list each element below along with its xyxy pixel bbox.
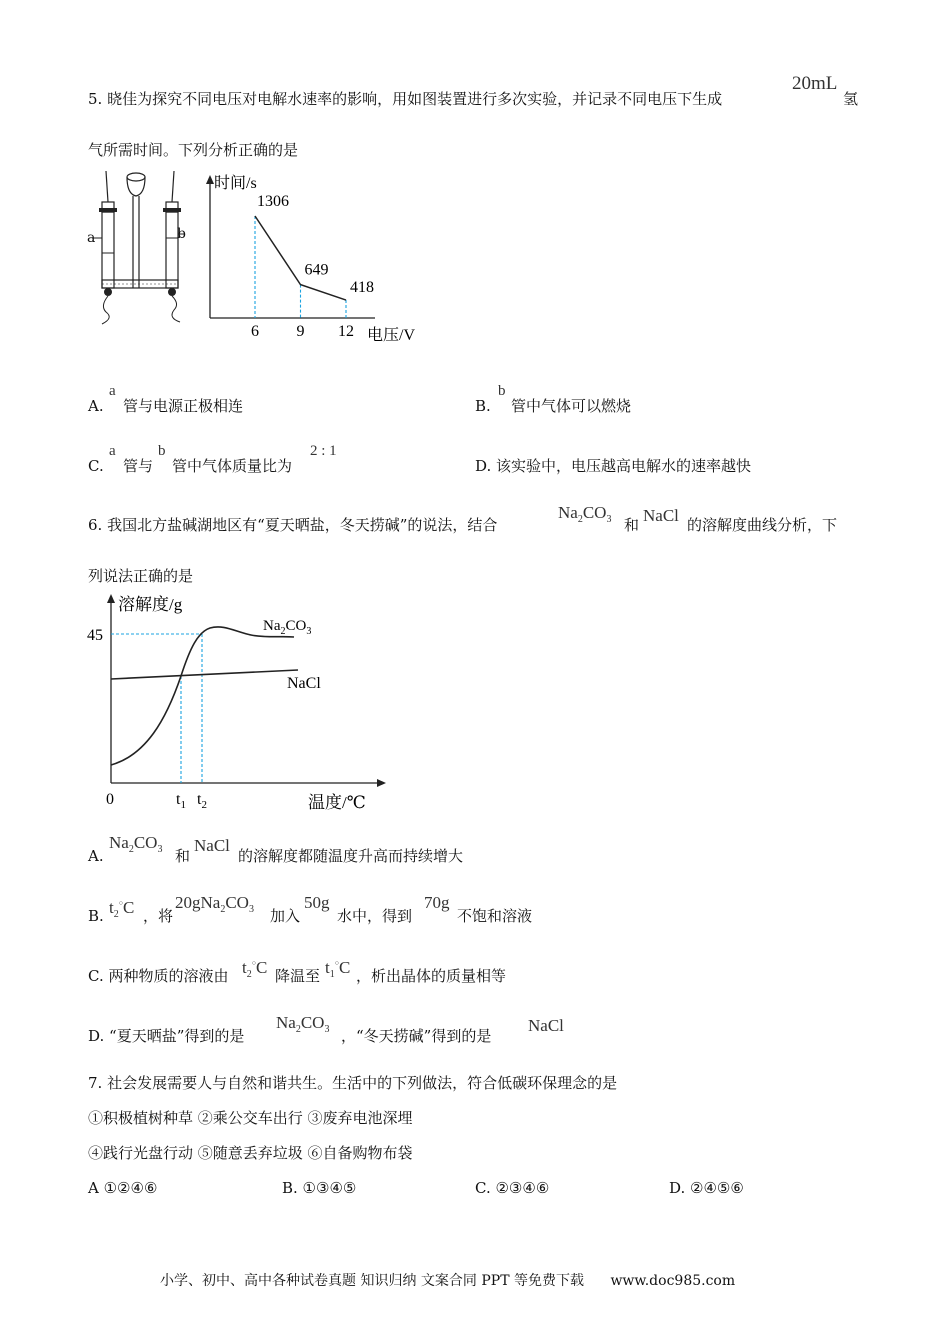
q5-option-a-label: A. xyxy=(88,397,104,415)
tick-label-t1: $t_1$ xyxy=(176,791,186,811)
q6-option-c-mid: 降温至 xyxy=(275,967,321,985)
q5-option-c-mid: 管与 xyxy=(123,457,154,475)
x-tick-label-9: 9 xyxy=(296,323,305,340)
q6-option-b-t4: 不饱和溶液 xyxy=(457,907,533,925)
q5-option-a-text: 管与电源正极相连 xyxy=(123,397,244,415)
chart-y-axis-label: 溶解度/g xyxy=(118,595,183,614)
footer xyxy=(160,1270,735,1290)
q5-option-a-var: a xyxy=(109,383,116,399)
q5-option-d[interactable]: D. 该实验中，电压越高电解水的速率越快 xyxy=(475,457,752,475)
q6-option-a-nacl: NaCl xyxy=(194,836,230,855)
q5-stem xyxy=(88,89,722,109)
q6-stem-post: 的溶解度曲线分析，下 xyxy=(687,516,838,534)
q6-option-c-pre[interactable]: C. 两种物质的溶液由 xyxy=(88,967,229,985)
data-label-12: 418 xyxy=(350,279,374,297)
q5-stem-post: 氢 xyxy=(843,90,859,108)
chart-x-axis-label: 电压/V xyxy=(367,327,416,344)
q6-option-b-t2: 加入 xyxy=(270,907,301,925)
q6-option-d-na2co3: $Na_2CO_3$ xyxy=(276,1013,330,1035)
q6-option-b-t1: ，将 xyxy=(143,907,174,925)
q5-stem-line2: 气所需时间。下列分析正确的是 xyxy=(88,141,299,159)
footer-text: 小学、初中、高中各种试卷真题 知识归纳 文案合同 PPT 等免费下载 xyxy=(160,1273,584,1289)
q6-option-b-t3: 水中，得到 xyxy=(337,907,413,925)
apparatus-label-a: a xyxy=(87,230,96,246)
nacl-curve xyxy=(111,670,298,679)
data-label-9: 649 xyxy=(304,261,329,279)
q7-stem: 7. 社会发展需要人与自然和谐共生。生活中的下列做法，符合低碳环保理念的是 xyxy=(88,1074,618,1092)
chart-axes xyxy=(107,594,386,787)
footer-url[interactable]: www.doc985.com xyxy=(610,1273,736,1289)
tick-label-45: 45 xyxy=(87,627,103,644)
q6-option-c-post: ，析出晶体的质量相等 xyxy=(356,967,507,985)
q5-option-c-label: C. xyxy=(88,457,104,475)
q6-option-a-label[interactable]: A. xyxy=(88,847,104,865)
q5-option-c[interactable] xyxy=(88,456,104,476)
series-label-na2co3: $Na_2CO_3$ xyxy=(263,618,312,637)
q6-option-a-na2co3: $Na_2CO_3$ xyxy=(109,833,163,855)
q6-option-b-label[interactable]: B. xyxy=(88,907,104,925)
q7-items-line1: ①积极植树种草 ②乘公交车出行 ③废弃电池深埋 xyxy=(88,1109,413,1127)
q6-formula-na2co3: $Na_2CO_3$ xyxy=(558,503,612,525)
q6-option-b-temp: $t_2^○C$ xyxy=(109,898,135,920)
q6-stem-line2: 列说法正确的是 xyxy=(88,567,194,585)
q5-stem-pre: 5. 晓佳为探究不同电压对电解水速率的影响，用如图装置进行多次实验，并记录不同电压下生成 xyxy=(88,90,723,108)
q6-stem-pre: 6. 我国北方盐碱湖地区有“夏天晒盐，冬天捞碱”的说法，结合 xyxy=(88,516,498,534)
q6-option-a-text: 的溶解度都随温度升高而持续增大 xyxy=(238,847,464,865)
apparatus-label-b: b xyxy=(177,226,186,242)
q5-option-c-var1: a xyxy=(109,443,116,459)
x-tick-label-12: 12 xyxy=(338,323,354,340)
data-label-6: 1306 xyxy=(257,193,289,210)
q5-option-a[interactable] xyxy=(88,396,104,416)
q6-option-b-water: 50g xyxy=(304,893,330,912)
electrolysis-apparatus-figure xyxy=(84,168,200,328)
series-label-nacl: NaCl xyxy=(287,675,321,692)
chart-y-axis-label: 时间/s xyxy=(214,175,257,192)
q5-option-b-var: b xyxy=(498,383,506,399)
solubility-curve-chart xyxy=(86,590,386,818)
chart-x-axis-label: 温度/℃ xyxy=(308,793,366,812)
voltage-time-chart xyxy=(200,170,430,350)
tick-label-0: 0 xyxy=(106,791,114,808)
q5-option-c-var2: b xyxy=(158,443,166,459)
q6-option-c-temp-t2: $t_2^○C$ xyxy=(242,958,268,980)
q6-option-b-mass: $20gNa_2CO_3$ xyxy=(175,893,254,915)
tick-label-t2: $t_2$ xyxy=(197,791,207,811)
q6-and: 和 xyxy=(624,516,640,534)
q6-option-d-pre[interactable]: D. “夏天晒盐”得到的是 xyxy=(88,1027,245,1045)
q6-option-a-and: 和 xyxy=(175,847,191,865)
q7-option-d[interactable]: D. ②④⑤⑥ xyxy=(669,1179,744,1197)
q7-option-a[interactable]: A ①②④⑥ xyxy=(88,1179,158,1197)
q7-option-c[interactable]: C. ②③④⑥ xyxy=(475,1179,550,1197)
q5-option-b[interactable] xyxy=(475,396,491,416)
q6-formula-nacl: NaCl xyxy=(643,506,679,525)
chart-axes xyxy=(206,175,375,318)
q6-option-d-nacl: NaCl xyxy=(528,1016,564,1035)
q5-option-b-text: 管中气体可以燃烧 xyxy=(511,397,632,415)
q5-option-c-text: 管中气体质量比为 xyxy=(172,457,293,475)
q6-option-b-result: 70g xyxy=(424,893,450,912)
q5-volume: 20mL xyxy=(792,73,838,94)
q6-option-c-temp-t1: $t_1^○C$ xyxy=(325,958,351,980)
q7-option-b[interactable]: B. ①③④⑤ xyxy=(282,1179,357,1197)
q5-option-b-label: B. xyxy=(475,397,491,415)
x-tick-label-6: 6 xyxy=(251,323,259,340)
q5-option-c-ratio: 2 : 1 xyxy=(310,443,337,459)
q6-option-d-mid: ，“冬天捞碱”得到的是 xyxy=(341,1027,492,1045)
q7-items-line2: ④践行光盘行动 ⑤随意丢弃垃圾 ⑥自备购物布袋 xyxy=(88,1144,413,1162)
